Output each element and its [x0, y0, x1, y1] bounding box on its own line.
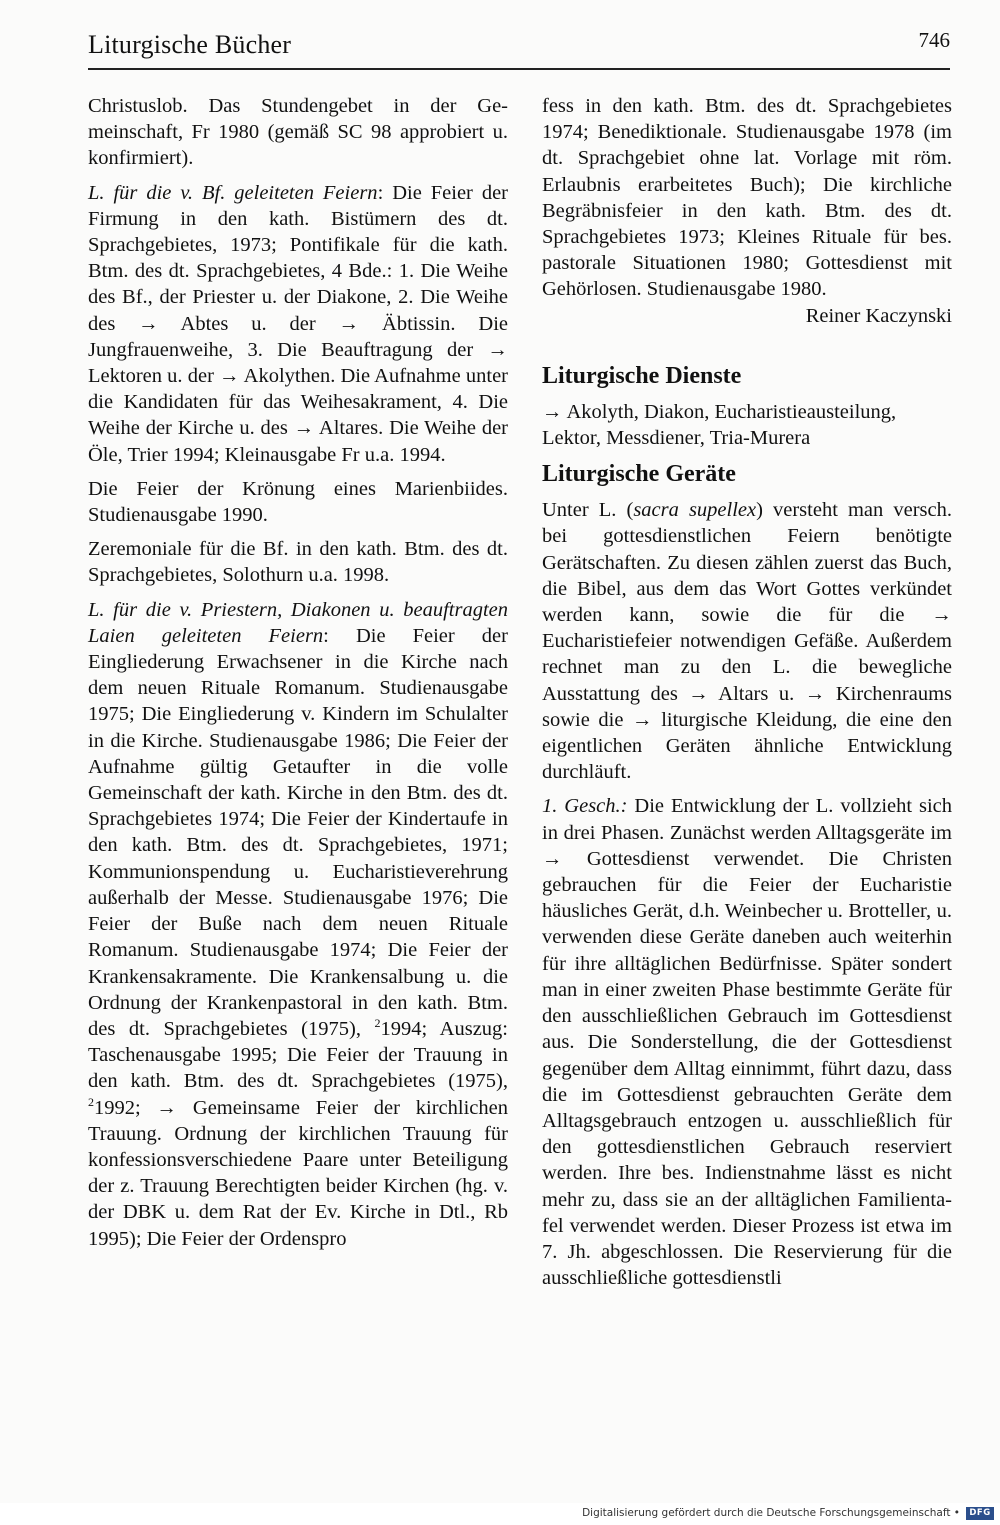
dfg-logo-icon: DFG — [966, 1507, 994, 1520]
entry-heading-geraete: Liturgische Geräte — [542, 461, 736, 488]
edition-superscript: 2 — [88, 1094, 94, 1109]
paragraph-bischof-feiern — [88, 180, 508, 468]
paragraph-geraete-intro-a: Unter L. ( — [542, 499, 634, 522]
right-column — [542, 93, 952, 1291]
header-rule — [88, 68, 950, 70]
left-column — [88, 93, 508, 1252]
paragraph-marienbild: Die Feier der Krönung eines Marienbiides. Studienausgabe 1990. — [88, 477, 508, 527]
cross-reference-dienste: → Akolyth, Diakon, Eucharistieausteilung, Lektor, Messdiener, Tria-Murera — [542, 400, 897, 450]
author-signature: Reiner Kaczynski — [805, 304, 952, 327]
running-header — [88, 28, 950, 68]
section-label-bischof: L. für die v. Bf. geleiteten Feiern — [88, 181, 378, 204]
paragraph-geschichte — [542, 793, 952, 1291]
paragraph-zeremoniale: Zeremoniale für die Bf. in den kath. Btm. des dt. Sprachgebietes, Solothurn u.a. 1998. — [88, 538, 508, 587]
edition-superscript: 2 — [374, 1016, 381, 1031]
paragraph-priester-text-c: 1992; → Gemeinsame Feier der kirchlichen Trauung. Ordnung der kirchlichen Trauung für konfessionsverschiedene Paare unter Beteiligung der z. Trauung Berechtigten beider Kirchen (hg. v. der DBK u. dem Rat der Ev. Kirche in Dtl., Rb 1995); Die Feier der Ordenspro — [88, 1096, 508, 1250]
section-label-priester: L. für die v. Priestern, Diakonen u. beauftragten Laien geleiteten Feiern — [88, 598, 508, 647]
section-label-geschichte: 1. Gesch.: — [542, 795, 628, 818]
running-header-title: Liturgische Bücher — [88, 30, 292, 59]
entry-heading-dienste: Liturgische Dienste — [542, 362, 742, 389]
term-sacra-supellex: sacra supellex — [633, 499, 757, 522]
paragraph-priester-text-b: 1994; Auszug: Taschenausgabe 1995; Die Feier der Trauung in den kath. Btm. des dt. Sprachgebietes (1975), — [88, 1017, 508, 1093]
paragraph-christuslob: Christuslob. Das Stundengebet in der Gemeinschaft, Fr 1980 (gemäß SC 98 approbiert u. konfirmiert). — [88, 95, 508, 170]
paragraph-geraete-intro-b: ) versteht man versch. bei gottesdienstlichen Feiern benötigte Gerätschaften. Zu diesen zählen zuerst das Buch, die Bibel, aus dem das Wort Gottes verkündet werden kann, sowie die für die → Eucharistiefeier notwendigen Gefäße. Außerdem rechnet man zu den L. die bewegliche Ausstattung des → Altars u. → Kirchenraums sowie die → liturgische Kleidung, die eine den eigentlichen Geräten ähnliche Entwicklung durchläuft. — [542, 499, 952, 784]
paragraph-ordensprofess: fess in den kath. Btm. des dt. Sprachgebietes 1974; Benediktionale. Studienausgabe 1978 (im dt. Sprachgebiet ohne lat. Vorlage mit röm. Erlaubnis erarbeitetes Buch); Die kirchliche Begräbnisfeier in den kath. Btm. des dt. Sprachgebietes 1973; Kleines Rituale für bes. pastorale Situationen 1980; Gottesdienst mit Gehörlosen. Studienausgabe 1980. — [542, 95, 952, 301]
paragraph-geschichte-text: Die Entwicklung der L. vollzieht sich in drei Phasen. Zunächst werden Alltagsgeräte im → Gottesdienst verwendet. Die Christen gebrauchen für die Feier der Eucharistie häusliches Gerät, d.h. Weinbecher u. Brotteller, u. verwenden diese Geräte daneben auch weiterhin für ihre alltäglichen Bedürfnisse. Später sondert man in einer zweiten Phase bestimmte Geräte für den ausschließlichen Gebrauch im Gottesdienst aus. Die Sonderstellung, die der Gottesdienst gegenüber dem Alltag einnimmt, führt dazu, dass die im Gottesdienst gebrauchten Geräte dem Alltagsgebrauch entzogen u. ausschließlich für den gottesdienstlichen Gebrauch reserviert werden. Ihre bes. Indienstnahme lässt es nicht mehr zu, dass sie an der alltäglichen Familientafel verwendet werden. Dieser Prozess ist etwa im 7. Jh. abgeschlossen. Die Reservierung für die ausschließliche gottesdienstli — [542, 795, 953, 1290]
paragraph-priester-text-a: : Die Feier der Eingliederung Erwachsener in die Kirche nach dem neuen Rituale Romanum. Studienausgabe 1975; Die Eingliederung v. Kindern im Schulalter in die Kirche. Studienausgabe 1986; Die Feier der Aufnahme gültig Getaufter in die volle Gemeinschaft der kath. Kirche in den Btm. des dt. Sprachgebietes 1974; Die Feier der Kindertaufe in den kath. Btm. des dt. Sprachgebietes, 1971; Kommunionspendung u. Eucharistieverehrung außerhalb der Messe. Studienausgabe 1976; Die Feier der Buße nach dem neuen Rituale Romanum. Studienausgabe 1974; Die Feier der Krankensakramente. Die Krankensalbung u. die Ordnung der Krankenpastoral in den kath. Btm. des dt. Sprachgebietes (1975), — [88, 624, 508, 1040]
paragraph-geraete-intro — [542, 497, 952, 785]
digitization-footer — [0, 1503, 1000, 1525]
page-number: 746 — [918, 28, 950, 52]
paragraph-bischof-text: : Die Feier der Firmung in den kath. Bistümern des dt. Sprachgebietes, 1973; Pontifikale für die kath. Btm. des dt. Sprachgebietes, 4 Bde.: 1. Die Weihe des Bf., der Priester u. der Diakone, 2. Die Weihe des → Abtes u. der → Äbtissin. Die Jungfrauenweihe, 3. Die Beauftragung der → Lektoren u. der → Akolythen. Die Aufnahme unter die Kandidaten für das Weihesakrament, 4. Die Weihe der Kirche u. des → Altares. Die Weihe der Öle, Trier 1994; Kleinausgabe Fr u.a. 1994. — [88, 181, 508, 466]
paragraph-priester-feiern — [88, 597, 508, 1252]
footer-credit: Digitalisierung gefördert durch die Deutsche Forschungsgemeinschaft • — [582, 1507, 960, 1519]
